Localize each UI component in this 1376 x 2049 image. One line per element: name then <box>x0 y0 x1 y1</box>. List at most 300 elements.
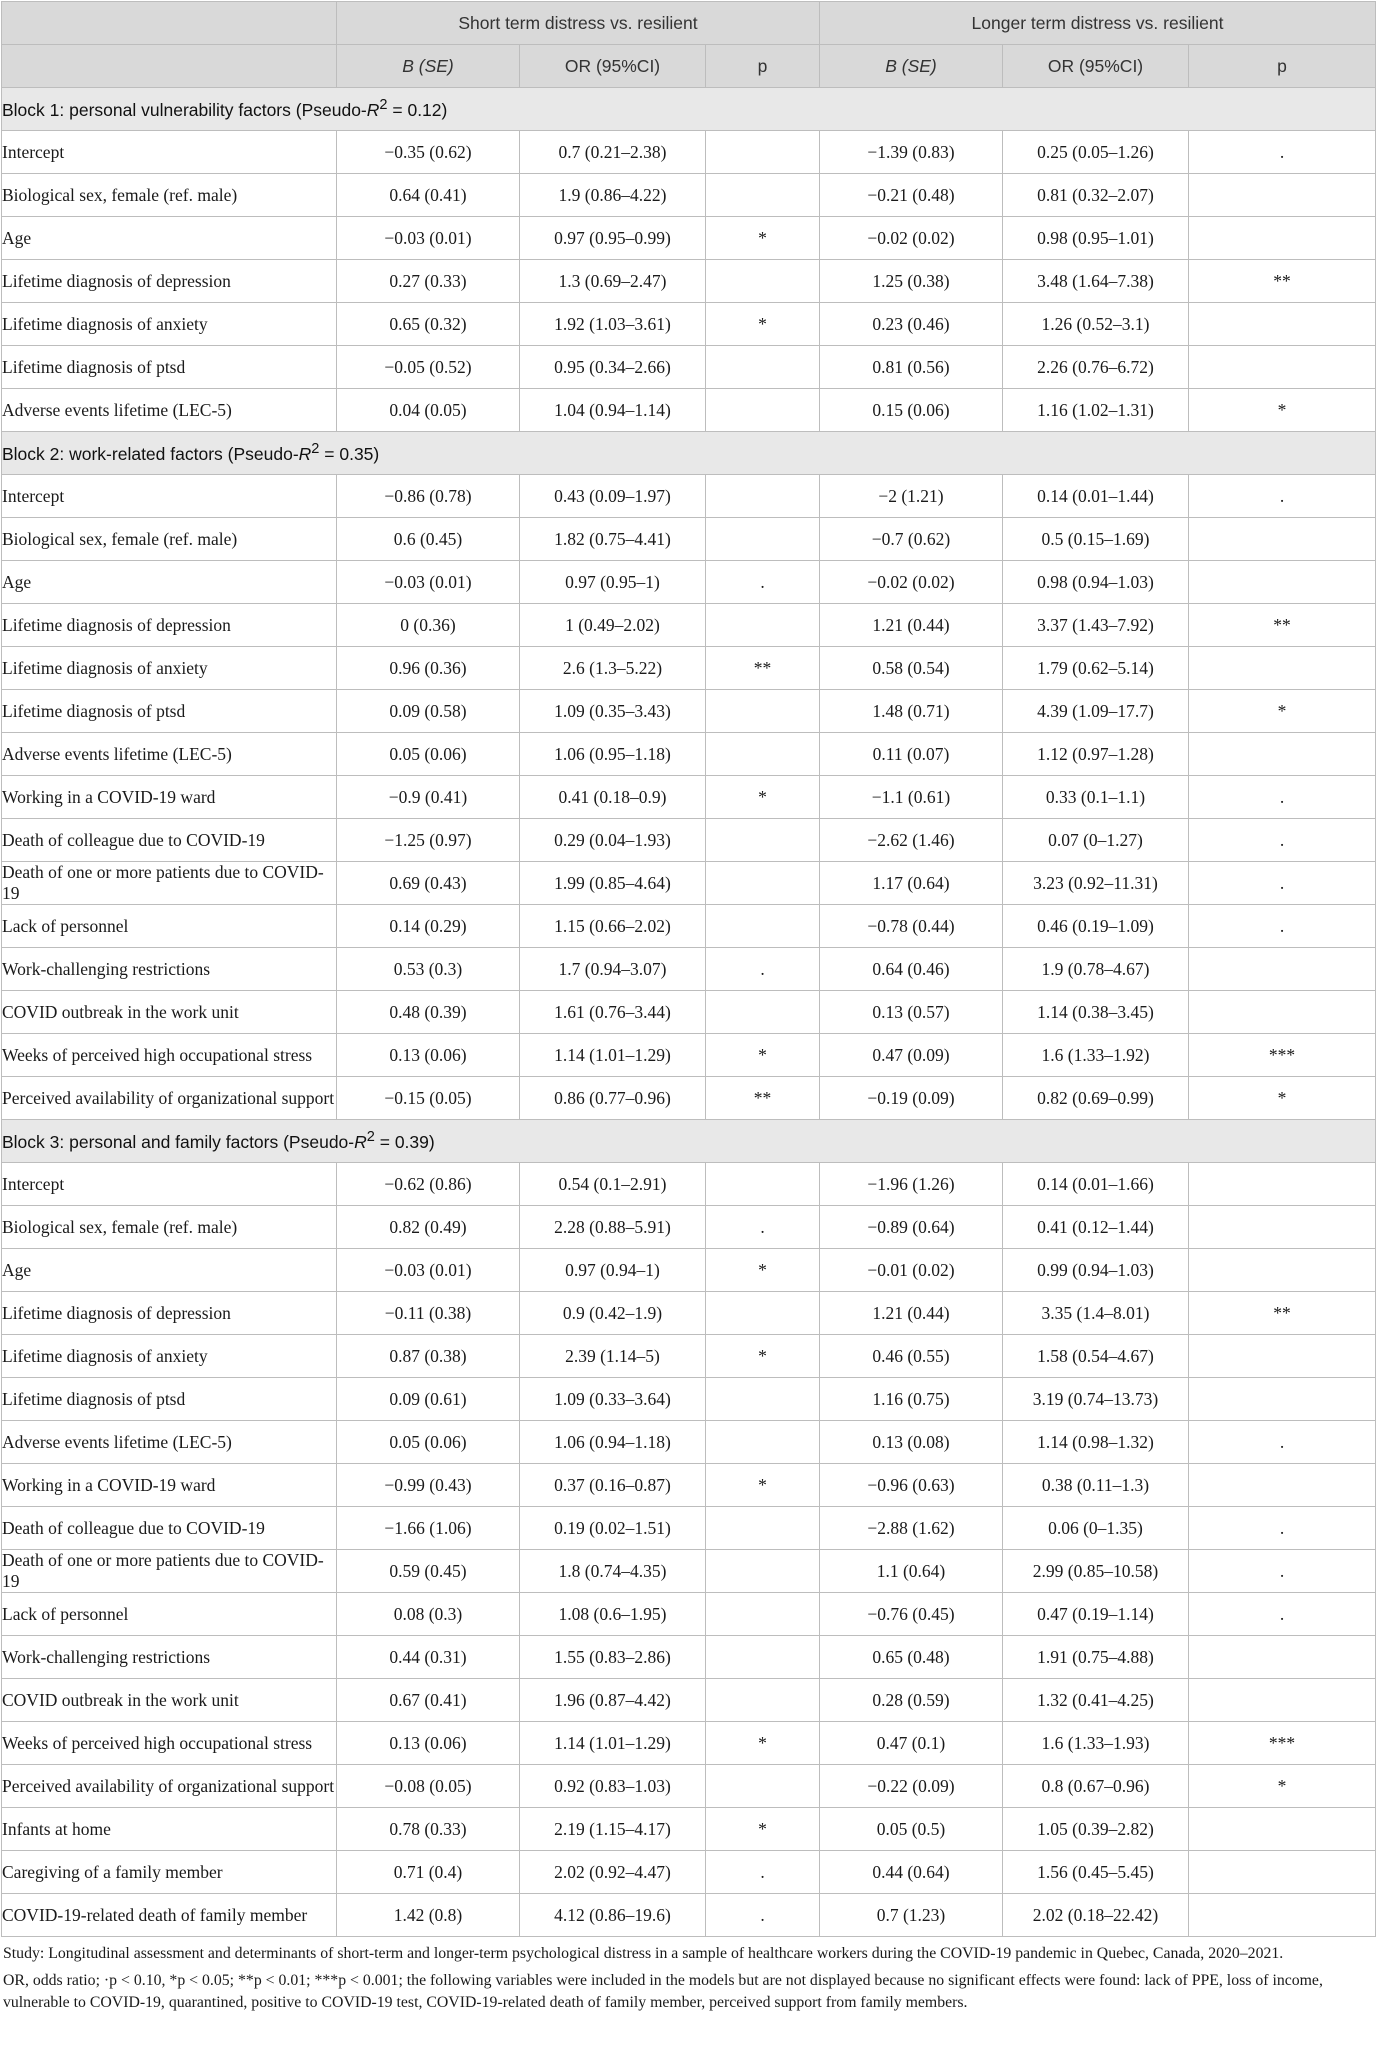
short-term-b-se: 0.14 (0.29) <box>337 905 520 948</box>
block-header-row <box>2 1120 1376 1163</box>
short-term-p: * <box>706 1464 820 1507</box>
row-label: Intercept <box>2 1163 337 1206</box>
footnote-abbreviations: OR, odds ratio; ·p < 0.10, *p < 0.05; **p < 0.01; ***p < 0.001; the following variables were included in the models but are not displayed because no significant effects were found: lack of PPE, loss of income, vulnerable to COVID-19, quarantined, positive to COVID-19 test, COVID-19-related death of family member, perceived support from family members. <box>3 1972 1323 2011</box>
longer-term-p <box>1189 1894 1376 1937</box>
longer-term-p: . <box>1189 1550 1376 1593</box>
longer-term-or-ci: 1.91 (0.75–4.88) <box>1003 1636 1189 1679</box>
longer-term-b-se: −2.88 (1.62) <box>820 1507 1003 1550</box>
block-title-prefix: Block 2: work-related factors (Pseudo- <box>2 443 299 464</box>
short-term-p <box>706 1765 820 1808</box>
short-term-p <box>706 862 820 905</box>
longer-term-b-se: 0.15 (0.06) <box>820 389 1003 432</box>
longer-term-or-ci: 0.46 (0.19–1.09) <box>1003 905 1189 948</box>
short-term-or-ci: 0.97 (0.95–0.99) <box>520 217 706 260</box>
block-title-r: R <box>354 1131 367 1152</box>
table-row <box>2 905 1376 948</box>
short-term-p: * <box>706 1808 820 1851</box>
longer-term-or-ci: 3.48 (1.64–7.38) <box>1003 260 1189 303</box>
longer-term-p <box>1189 217 1376 260</box>
longer-term-b-se: −0.02 (0.02) <box>820 561 1003 604</box>
longer-term-or-ci: 4.39 (1.09–17.7) <box>1003 690 1189 733</box>
longer-term-b-se: −2 (1.21) <box>820 475 1003 518</box>
longer-term-or-ci: 1.58 (0.54–4.67) <box>1003 1335 1189 1378</box>
row-label: Age <box>2 217 337 260</box>
short-term-b-se: 0.48 (0.39) <box>337 991 520 1034</box>
longer-term-b-se: 0.05 (0.5) <box>820 1808 1003 1851</box>
longer-term-or-ci: 1.32 (0.41–4.25) <box>1003 1679 1189 1722</box>
longer-term-p: . <box>1189 1421 1376 1464</box>
row-label: Age <box>2 1249 337 1292</box>
longer-term-b-se: −0.19 (0.09) <box>820 1077 1003 1120</box>
longer-term-or-ci: 0.25 (0.05–1.26) <box>1003 131 1189 174</box>
row-label: Lack of personnel <box>2 1593 337 1636</box>
longer-term-p: *** <box>1189 1722 1376 1765</box>
table-row <box>2 1679 1376 1722</box>
longer-term-p <box>1189 1163 1376 1206</box>
short-term-b-se: 0.65 (0.32) <box>337 303 520 346</box>
header-b-se-short <box>337 45 520 88</box>
longer-term-or-ci: 0.38 (0.11–1.3) <box>1003 1464 1189 1507</box>
short-term-b-se: −0.11 (0.38) <box>337 1292 520 1335</box>
short-term-or-ci: 2.19 (1.15–4.17) <box>520 1808 706 1851</box>
short-term-b-se: −0.03 (0.01) <box>337 1249 520 1292</box>
longer-term-or-ci: 1.79 (0.62–5.14) <box>1003 647 1189 690</box>
longer-term-p <box>1189 1249 1376 1292</box>
short-term-or-ci: 0.41 (0.18–0.9) <box>520 776 706 819</box>
block-title-sup: 2 <box>366 1129 375 1146</box>
longer-term-or-ci: 0.41 (0.12–1.44) <box>1003 1206 1189 1249</box>
short-term-b-se: 0.08 (0.3) <box>337 1593 520 1636</box>
longer-term-b-se: 0.64 (0.46) <box>820 948 1003 991</box>
short-term-or-ci: 1.08 (0.6–1.95) <box>520 1593 706 1636</box>
longer-term-b-se: −1.39 (0.83) <box>820 131 1003 174</box>
short-term-b-se: −0.99 (0.43) <box>337 1464 520 1507</box>
row-label: Lifetime diagnosis of depression <box>2 604 337 647</box>
row-label: Age <box>2 561 337 604</box>
short-term-p: . <box>706 561 820 604</box>
short-term-b-se: 0.69 (0.43) <box>337 862 520 905</box>
short-term-or-ci: 1.9 (0.86–4.22) <box>520 174 706 217</box>
short-term-p <box>706 1593 820 1636</box>
short-term-p <box>706 733 820 776</box>
short-term-b-se: −0.05 (0.52) <box>337 346 520 389</box>
longer-term-b-se: −1.96 (1.26) <box>820 1163 1003 1206</box>
longer-term-or-ci: 2.02 (0.18–22.42) <box>1003 1894 1189 1937</box>
short-term-p: * <box>706 217 820 260</box>
table-row <box>2 260 1376 303</box>
short-term-p: . <box>706 1851 820 1894</box>
block-title-suffix: = 0.35) <box>319 443 380 464</box>
row-label: Lifetime diagnosis of anxiety <box>2 303 337 346</box>
longer-term-p: ** <box>1189 1292 1376 1335</box>
longer-term-or-ci: 0.33 (0.1–1.1) <box>1003 776 1189 819</box>
short-term-b-se: 0.09 (0.58) <box>337 690 520 733</box>
table-row <box>2 1034 1376 1077</box>
row-label: Biological sex, female (ref. male) <box>2 1206 337 1249</box>
longer-term-p <box>1189 733 1376 776</box>
short-term-p <box>706 131 820 174</box>
short-term-p <box>706 174 820 217</box>
longer-term-or-ci: 0.81 (0.32–2.07) <box>1003 174 1189 217</box>
table-row <box>2 1249 1376 1292</box>
short-term-or-ci: 0.29 (0.04–1.93) <box>520 819 706 862</box>
short-term-or-ci: 1.15 (0.66–2.02) <box>520 905 706 948</box>
table-row <box>2 1808 1376 1851</box>
row-label: Death of colleague due to COVID-19 <box>2 1507 337 1550</box>
header-b-label: B (SE) <box>885 55 937 76</box>
longer-term-b-se: 0.81 (0.56) <box>820 346 1003 389</box>
header-p-short: p <box>706 45 820 88</box>
longer-term-b-se: −0.21 (0.48) <box>820 174 1003 217</box>
header-b-label: B (SE) <box>402 55 454 76</box>
short-term-or-ci: 1.61 (0.76–3.44) <box>520 991 706 1034</box>
short-term-or-ci: 2.39 (1.14–5) <box>520 1335 706 1378</box>
short-term-or-ci: 0.95 (0.34–2.66) <box>520 346 706 389</box>
block-header-row <box>2 432 1376 475</box>
table-row <box>2 174 1376 217</box>
block-title <box>2 432 1376 475</box>
row-label: Infants at home <box>2 1808 337 1851</box>
short-term-b-se: 0.13 (0.06) <box>337 1034 520 1077</box>
longer-term-or-ci: 0.5 (0.15–1.69) <box>1003 518 1189 561</box>
longer-term-p: . <box>1189 862 1376 905</box>
header-or-ci-long: OR (95%CI) <box>1003 45 1189 88</box>
short-term-or-ci: 1.14 (1.01–1.29) <box>520 1722 706 1765</box>
block-title-sup: 2 <box>311 441 320 458</box>
short-term-b-se: −1.66 (1.06) <box>337 1507 520 1550</box>
table-row <box>2 1851 1376 1894</box>
longer-term-p: . <box>1189 819 1376 862</box>
short-term-p <box>706 991 820 1034</box>
short-term-b-se: −0.9 (0.41) <box>337 776 520 819</box>
short-term-or-ci: 1.96 (0.87–4.42) <box>520 1679 706 1722</box>
longer-term-b-se: 0.13 (0.08) <box>820 1421 1003 1464</box>
block-title <box>2 1120 1376 1163</box>
longer-term-p: * <box>1189 690 1376 733</box>
short-term-or-ci: 1.06 (0.94–1.18) <box>520 1421 706 1464</box>
longer-term-p: * <box>1189 1765 1376 1808</box>
regression-results-table <box>1 1 1376 1937</box>
short-term-b-se: −0.03 (0.01) <box>337 217 520 260</box>
longer-term-p: . <box>1189 1593 1376 1636</box>
short-term-or-ci: 0.54 (0.1–2.91) <box>520 1163 706 1206</box>
row-label: Death of one or more patients due to COVID-19 <box>2 862 337 905</box>
short-term-or-ci: 1.99 (0.85–4.64) <box>520 862 706 905</box>
row-label: Perceived availability of organizational support <box>2 1765 337 1808</box>
longer-term-or-ci: 1.14 (0.98–1.32) <box>1003 1421 1189 1464</box>
row-label: Intercept <box>2 131 337 174</box>
longer-term-or-ci: 0.14 (0.01–1.66) <box>1003 1163 1189 1206</box>
row-label: Adverse events lifetime (LEC-5) <box>2 733 337 776</box>
header-group-longer-term: Longer term distress vs. resilient <box>820 2 1376 45</box>
header-or-ci-short: OR (95%CI) <box>520 45 706 88</box>
header-row-columns <box>2 45 1376 88</box>
short-term-p <box>706 1550 820 1593</box>
table-row <box>2 1378 1376 1421</box>
short-term-or-ci: 1.06 (0.95–1.18) <box>520 733 706 776</box>
table-row <box>2 1292 1376 1335</box>
short-term-p <box>706 475 820 518</box>
footnote-study: Study: Longitudinal assessment and determinants of short-term and longer-term psychological distress in a sample of healthcare workers during the COVID-19 pandemic in Quebec, Canada, 2020–2021. <box>3 1945 1284 1962</box>
longer-term-or-ci: 1.05 (0.39–2.82) <box>1003 1808 1189 1851</box>
block-title-suffix: = 0.12) <box>387 99 448 120</box>
short-term-p: ** <box>706 647 820 690</box>
longer-term-or-ci: 2.99 (0.85–10.58) <box>1003 1550 1189 1593</box>
short-term-p <box>706 1421 820 1464</box>
row-label: Biological sex, female (ref. male) <box>2 518 337 561</box>
short-term-b-se: 0 (0.36) <box>337 604 520 647</box>
table-row <box>2 647 1376 690</box>
short-term-b-se: 0.6 (0.45) <box>337 518 520 561</box>
short-term-or-ci: 2.28 (0.88–5.91) <box>520 1206 706 1249</box>
short-term-or-ci: 0.7 (0.21–2.38) <box>520 131 706 174</box>
table-footnotes <box>1 1937 1375 2014</box>
longer-term-or-ci: 3.37 (1.43–7.92) <box>1003 604 1189 647</box>
short-term-or-ci: 1.7 (0.94–3.07) <box>520 948 706 991</box>
table-row <box>2 1163 1376 1206</box>
short-term-b-se: 0.78 (0.33) <box>337 1808 520 1851</box>
longer-term-b-se: −0.7 (0.62) <box>820 518 1003 561</box>
longer-term-p: . <box>1189 475 1376 518</box>
longer-term-p: . <box>1189 776 1376 819</box>
longer-term-p <box>1189 1679 1376 1722</box>
short-term-p <box>706 819 820 862</box>
short-term-b-se: 0.53 (0.3) <box>337 948 520 991</box>
short-term-b-se: 0.44 (0.31) <box>337 1636 520 1679</box>
row-label: COVID-19-related death of family member <box>2 1894 337 1937</box>
longer-term-b-se: 0.47 (0.09) <box>820 1034 1003 1077</box>
table-row <box>2 690 1376 733</box>
row-label: Lack of personnel <box>2 905 337 948</box>
short-term-p <box>706 260 820 303</box>
short-term-p: * <box>706 1034 820 1077</box>
longer-term-b-se: −0.02 (0.02) <box>820 217 1003 260</box>
table-row <box>2 1206 1376 1249</box>
row-label: Lifetime diagnosis of depression <box>2 1292 337 1335</box>
short-term-or-ci: 4.12 (0.86–19.6) <box>520 1894 706 1937</box>
short-term-p: * <box>706 303 820 346</box>
longer-term-b-se: 0.7 (1.23) <box>820 1894 1003 1937</box>
row-label: Lifetime diagnosis of depression <box>2 260 337 303</box>
longer-term-p <box>1189 1464 1376 1507</box>
table-row <box>2 1722 1376 1765</box>
longer-term-p: * <box>1189 1077 1376 1120</box>
short-term-or-ci: 1.82 (0.75–4.41) <box>520 518 706 561</box>
short-term-b-se: 0.09 (0.61) <box>337 1378 520 1421</box>
short-term-p <box>706 1507 820 1550</box>
longer-term-b-se: 1.16 (0.75) <box>820 1378 1003 1421</box>
longer-term-b-se: 0.65 (0.48) <box>820 1636 1003 1679</box>
row-label: Lifetime diagnosis of anxiety <box>2 1335 337 1378</box>
row-label: Lifetime diagnosis of ptsd <box>2 690 337 733</box>
table-row <box>2 131 1376 174</box>
short-term-or-ci: 0.97 (0.94–1) <box>520 1249 706 1292</box>
longer-term-b-se: 0.28 (0.59) <box>820 1679 1003 1722</box>
longer-term-p: . <box>1189 905 1376 948</box>
row-label: Lifetime diagnosis of ptsd <box>2 1378 337 1421</box>
row-label: Work-challenging restrictions <box>2 948 337 991</box>
longer-term-b-se: −0.01 (0.02) <box>820 1249 1003 1292</box>
longer-term-or-ci: 3.19 (0.74–13.73) <box>1003 1378 1189 1421</box>
longer-term-p <box>1189 303 1376 346</box>
longer-term-p <box>1189 1636 1376 1679</box>
short-term-p <box>706 1679 820 1722</box>
table-row <box>2 561 1376 604</box>
short-term-p <box>706 604 820 647</box>
longer-term-p <box>1189 1335 1376 1378</box>
short-term-b-se: 1.42 (0.8) <box>337 1894 520 1937</box>
block-header-row <box>2 88 1376 131</box>
longer-term-or-ci: 0.47 (0.19–1.14) <box>1003 1593 1189 1636</box>
table-row <box>2 1335 1376 1378</box>
longer-term-p <box>1189 1206 1376 1249</box>
short-term-p: * <box>706 1722 820 1765</box>
row-label: COVID outbreak in the work unit <box>2 1679 337 1722</box>
longer-term-p: * <box>1189 389 1376 432</box>
short-term-p: . <box>706 1206 820 1249</box>
short-term-b-se: 0.05 (0.06) <box>337 733 520 776</box>
short-term-b-se: −1.25 (0.97) <box>337 819 520 862</box>
short-term-p <box>706 1163 820 1206</box>
longer-term-p: *** <box>1189 1034 1376 1077</box>
short-term-b-se: −0.03 (0.01) <box>337 561 520 604</box>
short-term-b-se: −0.15 (0.05) <box>337 1077 520 1120</box>
short-term-p <box>706 1636 820 1679</box>
row-label: Adverse events lifetime (LEC-5) <box>2 389 337 432</box>
row-label: Work-challenging restrictions <box>2 1636 337 1679</box>
short-term-b-se: 0.96 (0.36) <box>337 647 520 690</box>
longer-term-or-ci: 0.99 (0.94–1.03) <box>1003 1249 1189 1292</box>
row-label: Working in a COVID-19 ward <box>2 1464 337 1507</box>
short-term-b-se: 0.87 (0.38) <box>337 1335 520 1378</box>
row-label: COVID outbreak in the work unit <box>2 991 337 1034</box>
table-row <box>2 1550 1376 1593</box>
short-term-or-ci: 1 (0.49–2.02) <box>520 604 706 647</box>
short-term-or-ci: 2.6 (1.3–5.22) <box>520 647 706 690</box>
longer-term-or-ci: 0.14 (0.01–1.44) <box>1003 475 1189 518</box>
longer-term-or-ci: 1.9 (0.78–4.67) <box>1003 948 1189 991</box>
longer-term-b-se: −0.78 (0.44) <box>820 905 1003 948</box>
longer-term-p: ** <box>1189 260 1376 303</box>
short-term-b-se: 0.64 (0.41) <box>337 174 520 217</box>
short-term-b-se: −0.86 (0.78) <box>337 475 520 518</box>
short-term-or-ci: 0.92 (0.83–1.03) <box>520 1765 706 1808</box>
longer-term-b-se: 1.21 (0.44) <box>820 1292 1003 1335</box>
short-term-or-ci: 1.04 (0.94–1.14) <box>520 389 706 432</box>
longer-term-or-ci: 0.8 (0.67–0.96) <box>1003 1765 1189 1808</box>
longer-term-b-se: 1.17 (0.64) <box>820 862 1003 905</box>
short-term-p <box>706 1292 820 1335</box>
table-row <box>2 604 1376 647</box>
short-term-p <box>706 389 820 432</box>
row-label: Death of one or more patients due to COVID-19 <box>2 1550 337 1593</box>
longer-term-b-se: 0.23 (0.46) <box>820 303 1003 346</box>
short-term-or-ci: 0.9 (0.42–1.9) <box>520 1292 706 1335</box>
longer-term-b-se: 0.11 (0.07) <box>820 733 1003 776</box>
row-label: Adverse events lifetime (LEC-5) <box>2 1421 337 1464</box>
table-row <box>2 217 1376 260</box>
row-label: Weeks of perceived high occupational stress <box>2 1722 337 1765</box>
short-term-p: * <box>706 1249 820 1292</box>
short-term-or-ci: 1.3 (0.69–2.47) <box>520 260 706 303</box>
table-row <box>2 1464 1376 1507</box>
table-row <box>2 518 1376 561</box>
table-row <box>2 948 1376 991</box>
table-body <box>2 88 1376 1937</box>
short-term-b-se: 0.05 (0.06) <box>337 1421 520 1464</box>
short-term-b-se: 0.13 (0.06) <box>337 1722 520 1765</box>
short-term-or-ci: 0.43 (0.09–1.97) <box>520 475 706 518</box>
longer-term-b-se: −0.96 (0.63) <box>820 1464 1003 1507</box>
longer-term-or-ci: 1.16 (1.02–1.31) <box>1003 389 1189 432</box>
longer-term-p <box>1189 647 1376 690</box>
longer-term-p <box>1189 518 1376 561</box>
header-row-groups <box>2 2 1376 45</box>
header-empty-cell <box>2 2 337 45</box>
short-term-p: * <box>706 1335 820 1378</box>
table-row <box>2 991 1376 1034</box>
longer-term-b-se: −2.62 (1.46) <box>820 819 1003 862</box>
short-term-or-ci: 0.97 (0.95–1) <box>520 561 706 604</box>
longer-term-b-se: 0.58 (0.54) <box>820 647 1003 690</box>
short-term-or-ci: 1.55 (0.83–2.86) <box>520 1636 706 1679</box>
longer-term-b-se: 0.47 (0.1) <box>820 1722 1003 1765</box>
longer-term-p: ** <box>1189 604 1376 647</box>
longer-term-b-se: 1.21 (0.44) <box>820 604 1003 647</box>
longer-term-b-se: −0.22 (0.09) <box>820 1765 1003 1808</box>
table-row <box>2 1077 1376 1120</box>
longer-term-or-ci: 0.06 (0–1.35) <box>1003 1507 1189 1550</box>
longer-term-or-ci: 3.35 (1.4–8.01) <box>1003 1292 1189 1335</box>
longer-term-p: . <box>1189 1507 1376 1550</box>
longer-term-p: . <box>1189 131 1376 174</box>
table-row <box>2 1765 1376 1808</box>
row-label: Death of colleague due to COVID-19 <box>2 819 337 862</box>
row-label: Caregiving of a family member <box>2 1851 337 1894</box>
longer-term-b-se: 1.25 (0.38) <box>820 260 1003 303</box>
longer-term-or-ci: 1.6 (1.33–1.93) <box>1003 1722 1189 1765</box>
header-p-long: p <box>1189 45 1376 88</box>
header-group-short-term: Short term distress vs. resilient <box>337 2 820 45</box>
longer-term-b-se: −0.76 (0.45) <box>820 1593 1003 1636</box>
short-term-b-se: 0.67 (0.41) <box>337 1679 520 1722</box>
short-term-b-se: 0.82 (0.49) <box>337 1206 520 1249</box>
short-term-or-ci: 1.92 (1.03–3.61) <box>520 303 706 346</box>
longer-term-b-se: −0.89 (0.64) <box>820 1206 1003 1249</box>
short-term-or-ci: 1.09 (0.33–3.64) <box>520 1378 706 1421</box>
short-term-b-se: 0.27 (0.33) <box>337 260 520 303</box>
block-title-suffix: = 0.39) <box>374 1131 435 1152</box>
row-label: Lifetime diagnosis of anxiety <box>2 647 337 690</box>
longer-term-p <box>1189 1851 1376 1894</box>
longer-term-or-ci: 1.26 (0.52–3.1) <box>1003 303 1189 346</box>
row-label: Intercept <box>2 475 337 518</box>
table-row <box>2 1593 1376 1636</box>
table-row <box>2 776 1376 819</box>
longer-term-p <box>1189 561 1376 604</box>
longer-term-p <box>1189 346 1376 389</box>
longer-term-b-se: 0.46 (0.55) <box>820 1335 1003 1378</box>
longer-term-or-ci: 1.6 (1.33–1.92) <box>1003 1034 1189 1077</box>
longer-term-p <box>1189 991 1376 1034</box>
short-term-or-ci: 1.09 (0.35–3.43) <box>520 690 706 733</box>
longer-term-p <box>1189 1808 1376 1851</box>
table-row <box>2 1507 1376 1550</box>
longer-term-or-ci: 0.98 (0.95–1.01) <box>1003 217 1189 260</box>
short-term-or-ci: 0.37 (0.16–0.87) <box>520 1464 706 1507</box>
longer-term-b-se: 1.48 (0.71) <box>820 690 1003 733</box>
longer-term-or-ci: 1.12 (0.97–1.28) <box>1003 733 1189 776</box>
